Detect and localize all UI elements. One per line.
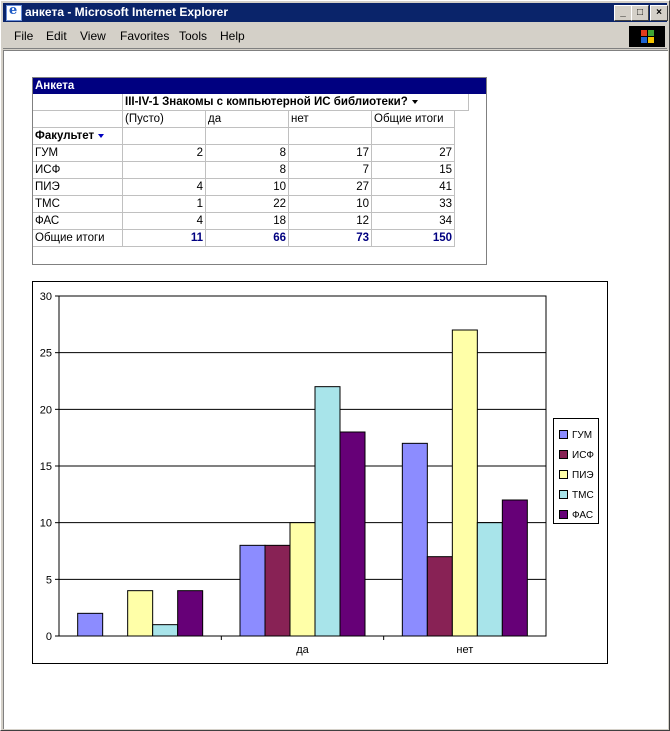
menu-view[interactable]: View: [80, 29, 106, 43]
bar: [78, 613, 103, 636]
legend-label: ГУМ: [572, 430, 593, 441]
bar: [178, 591, 203, 636]
table-cell: 15: [372, 162, 455, 179]
table-cell: 1: [123, 196, 206, 213]
bar: [290, 523, 315, 636]
chevron-down-icon[interactable]: [412, 100, 418, 104]
legend-item: [559, 470, 594, 482]
row-label: ТМС: [33, 196, 123, 213]
total-cell: 73: [289, 230, 372, 247]
maximize-button[interactable]: □: [631, 5, 649, 21]
chart-legend: [553, 418, 599, 524]
bar: [452, 330, 477, 636]
row-label: ГУМ: [33, 145, 123, 162]
bar: [402, 443, 427, 636]
table-cell: 2: [123, 145, 206, 162]
table-cell: 10: [289, 196, 372, 213]
table-cell: 33: [372, 196, 455, 213]
legend-label: ИСФ: [572, 450, 595, 461]
bar: [240, 545, 265, 636]
total-cell: 11: [123, 230, 206, 247]
windows-logo: [629, 26, 665, 47]
ie-icon: [6, 5, 22, 21]
menu-file[interactable]: File: [14, 29, 34, 43]
y-tick-label: 20: [39, 404, 52, 417]
bar: [502, 500, 527, 636]
legend-swatch: [559, 450, 568, 459]
chevron-down-icon[interactable]: [98, 134, 104, 138]
row-label: ИСФ: [33, 162, 123, 179]
windows-flag-icon: [641, 30, 654, 43]
column-field-label: III-IV-1 Знакомы с компьютерной ИС библиотеки?: [125, 96, 408, 108]
y-tick-label: 10: [39, 517, 52, 530]
row-field-label: Факультет: [35, 130, 95, 142]
pivot-table: [32, 77, 487, 265]
total-cell: 150: [372, 230, 455, 247]
bar-chart: [32, 281, 608, 664]
table-cell: 10: [206, 179, 289, 196]
table-cell: 34: [372, 213, 455, 230]
table-cell: 27: [289, 179, 372, 196]
y-tick-label: 25: [39, 347, 52, 360]
x-tick-label: нет: [456, 644, 474, 656]
pivot-corner: [33, 94, 123, 111]
table-cell: 22: [206, 196, 289, 213]
pivot-title: Анкета: [33, 78, 486, 94]
table-cell: [123, 162, 206, 179]
table-cell: 12: [289, 213, 372, 230]
bar: [153, 625, 178, 636]
table-cell: 8: [206, 145, 289, 162]
legend-item: [559, 430, 592, 442]
row-label: ФАС: [33, 213, 123, 230]
bar: [128, 591, 153, 636]
menu-edit[interactable]: Edit: [46, 29, 67, 43]
menu-tools[interactable]: Tools: [179, 29, 208, 43]
menu-help[interactable]: Help: [220, 29, 245, 43]
total-cell: 66: [206, 230, 289, 247]
legend-swatch: [559, 510, 568, 519]
table-cell: 18: [206, 213, 289, 230]
bar: [477, 523, 502, 636]
legend-item: [559, 450, 594, 462]
column-field-button[interactable]: [123, 94, 469, 111]
legend-label: ПИЭ: [572, 470, 594, 481]
x-tick-label: да: [296, 644, 309, 656]
table-cell: 41: [372, 179, 455, 196]
minimize-button[interactable]: _: [614, 5, 632, 21]
y-tick-label: 0: [45, 631, 52, 643]
menu-bar: [3, 24, 667, 49]
col-header-empty: (Пусто): [123, 111, 206, 128]
col-header-yes: да: [206, 111, 289, 128]
totals-label: Общие итоги: [33, 230, 123, 247]
bar: [427, 557, 452, 636]
y-tick-label: 5: [45, 574, 52, 587]
legend-item: [559, 490, 594, 502]
legend-label: ТМС: [572, 490, 594, 501]
row-label: ПИЭ: [33, 179, 123, 196]
legend-swatch: [559, 430, 568, 439]
table-cell: 17: [289, 145, 372, 162]
table-cell: 27: [372, 145, 455, 162]
bar: [315, 387, 340, 636]
chart-canvas: [33, 282, 607, 663]
window-title: анкета - Microsoft Internet Explorer: [25, 5, 229, 19]
row-field-button[interactable]: [33, 128, 123, 145]
menu-favorites[interactable]: Favorites: [120, 29, 170, 43]
pivot-blank: [33, 111, 123, 128]
page-content: [3, 50, 668, 729]
table-cell: 8: [206, 162, 289, 179]
legend-label: ФАС: [572, 510, 594, 521]
bar: [340, 432, 365, 636]
y-tick-label: 15: [39, 461, 52, 473]
legend-item: [559, 510, 593, 522]
bar: [265, 545, 290, 636]
col-header-total: Общие итоги: [372, 111, 455, 128]
legend-swatch: [559, 490, 568, 499]
table-cell: 4: [123, 213, 206, 230]
table-cell: 4: [123, 179, 206, 196]
table-cell: 7: [289, 162, 372, 179]
col-header-no: нет: [289, 111, 372, 128]
title-bar[interactable]: [3, 3, 667, 22]
legend-swatch: [559, 470, 568, 479]
y-tick-label: 30: [39, 291, 52, 303]
close-button[interactable]: ×: [650, 5, 668, 21]
